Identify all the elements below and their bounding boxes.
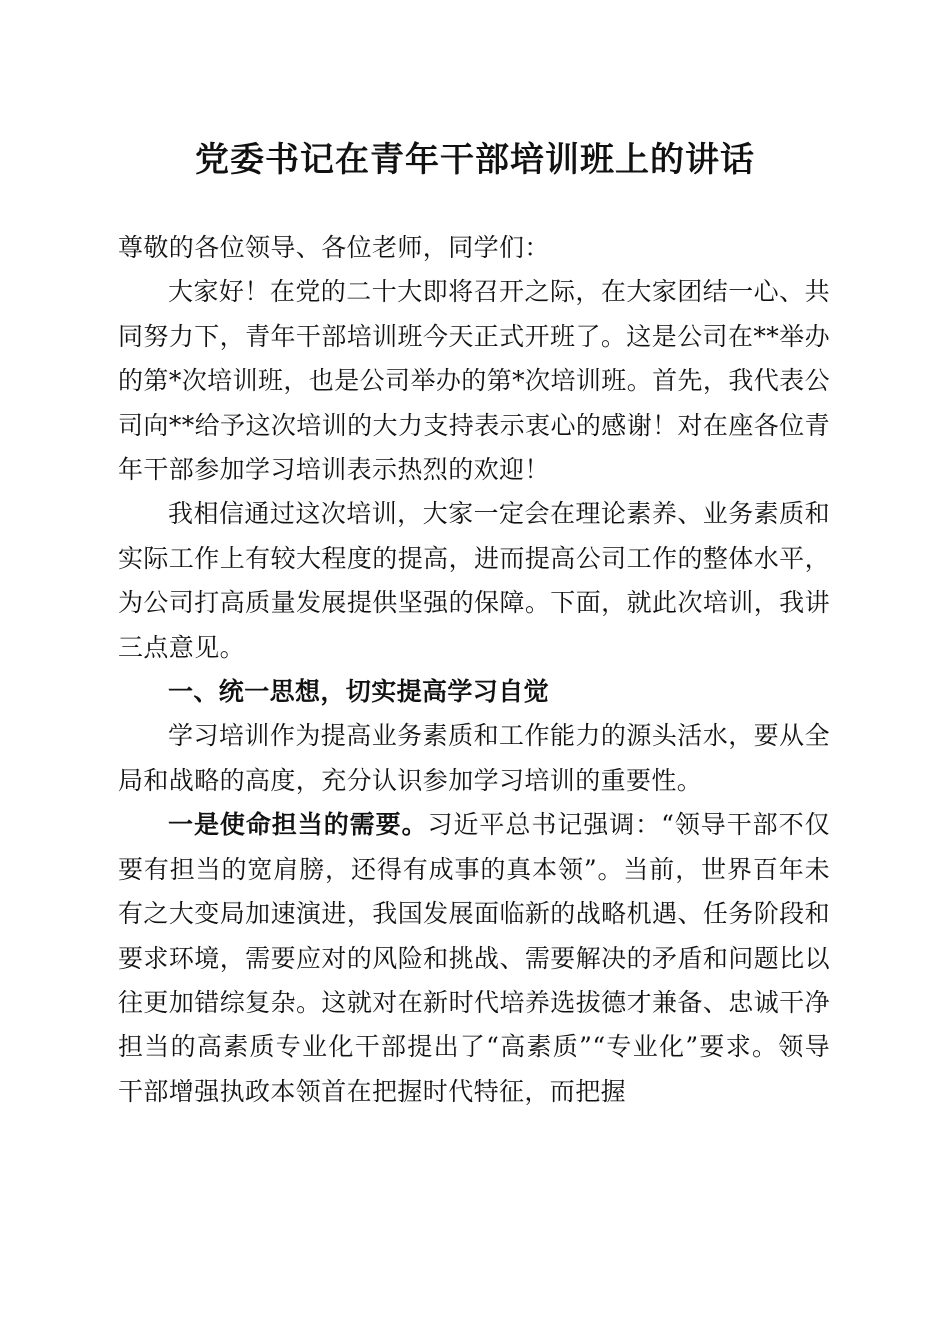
paragraph-importance: 学习培训作为提高业务素质和工作能力的源头活水，要从全局和战略的高度，充分认识参加学习培训的重要性。 — [118, 721, 830, 795]
paragraph-mission-text: 习近平总书记强调：“领导干部不仅要有担当的宽肩膀，还得有成事的真本领”。当前，世界百年未有之大变局加速演进，我国发展面临新的战略机遇、任务阶段和要求环境，需要应对的风险和挑战、需要解决的矛盾和问题比以往更加错综复杂。这就对在新时代培养选拔德才兼备、忠诚干净担当的高素质专业化干部提出了“高素质”“专业化”要求。领导干部增强执政本领首在把握时代特征，而把握 — [118, 810, 830, 1106]
paragraph-expectation: 我相信通过这次培训，大家一定会在理论素养、业务素质和实际工作上有较大程度的提高，进而提高公司工作的整体水平，为公司打高质量发展提供坚强的保障。下面，就此次培训，我讲三点意见。 — [118, 499, 830, 662]
section-heading-1: 一、统一思想，切实提高学习自觉 — [168, 677, 550, 707]
paragraph-mission — [118, 803, 830, 1114]
paragraph-opening: 大家好！在党的二十大即将召开之际，在大家团结一心、共同努力下，青年干部培训班今天正式开班了。这是公司在**举办的第*次培训班，也是公司举办的第*次培训班。首先，我代表公司向**给予这次培训的大力支持表示衷心的感谢！对在座各位青年干部参加学习培训表示热烈的欢迎！ — [118, 277, 830, 485]
paragraph-lead-phrase: 一是使命担当的需要。 — [168, 810, 428, 840]
document-body — [118, 226, 830, 1114]
document-title: 党委书记在青年干部培训班上的讲话 — [195, 140, 755, 180]
salutation: 尊敬的各位领导、各位老师，同学们： — [118, 233, 550, 262]
